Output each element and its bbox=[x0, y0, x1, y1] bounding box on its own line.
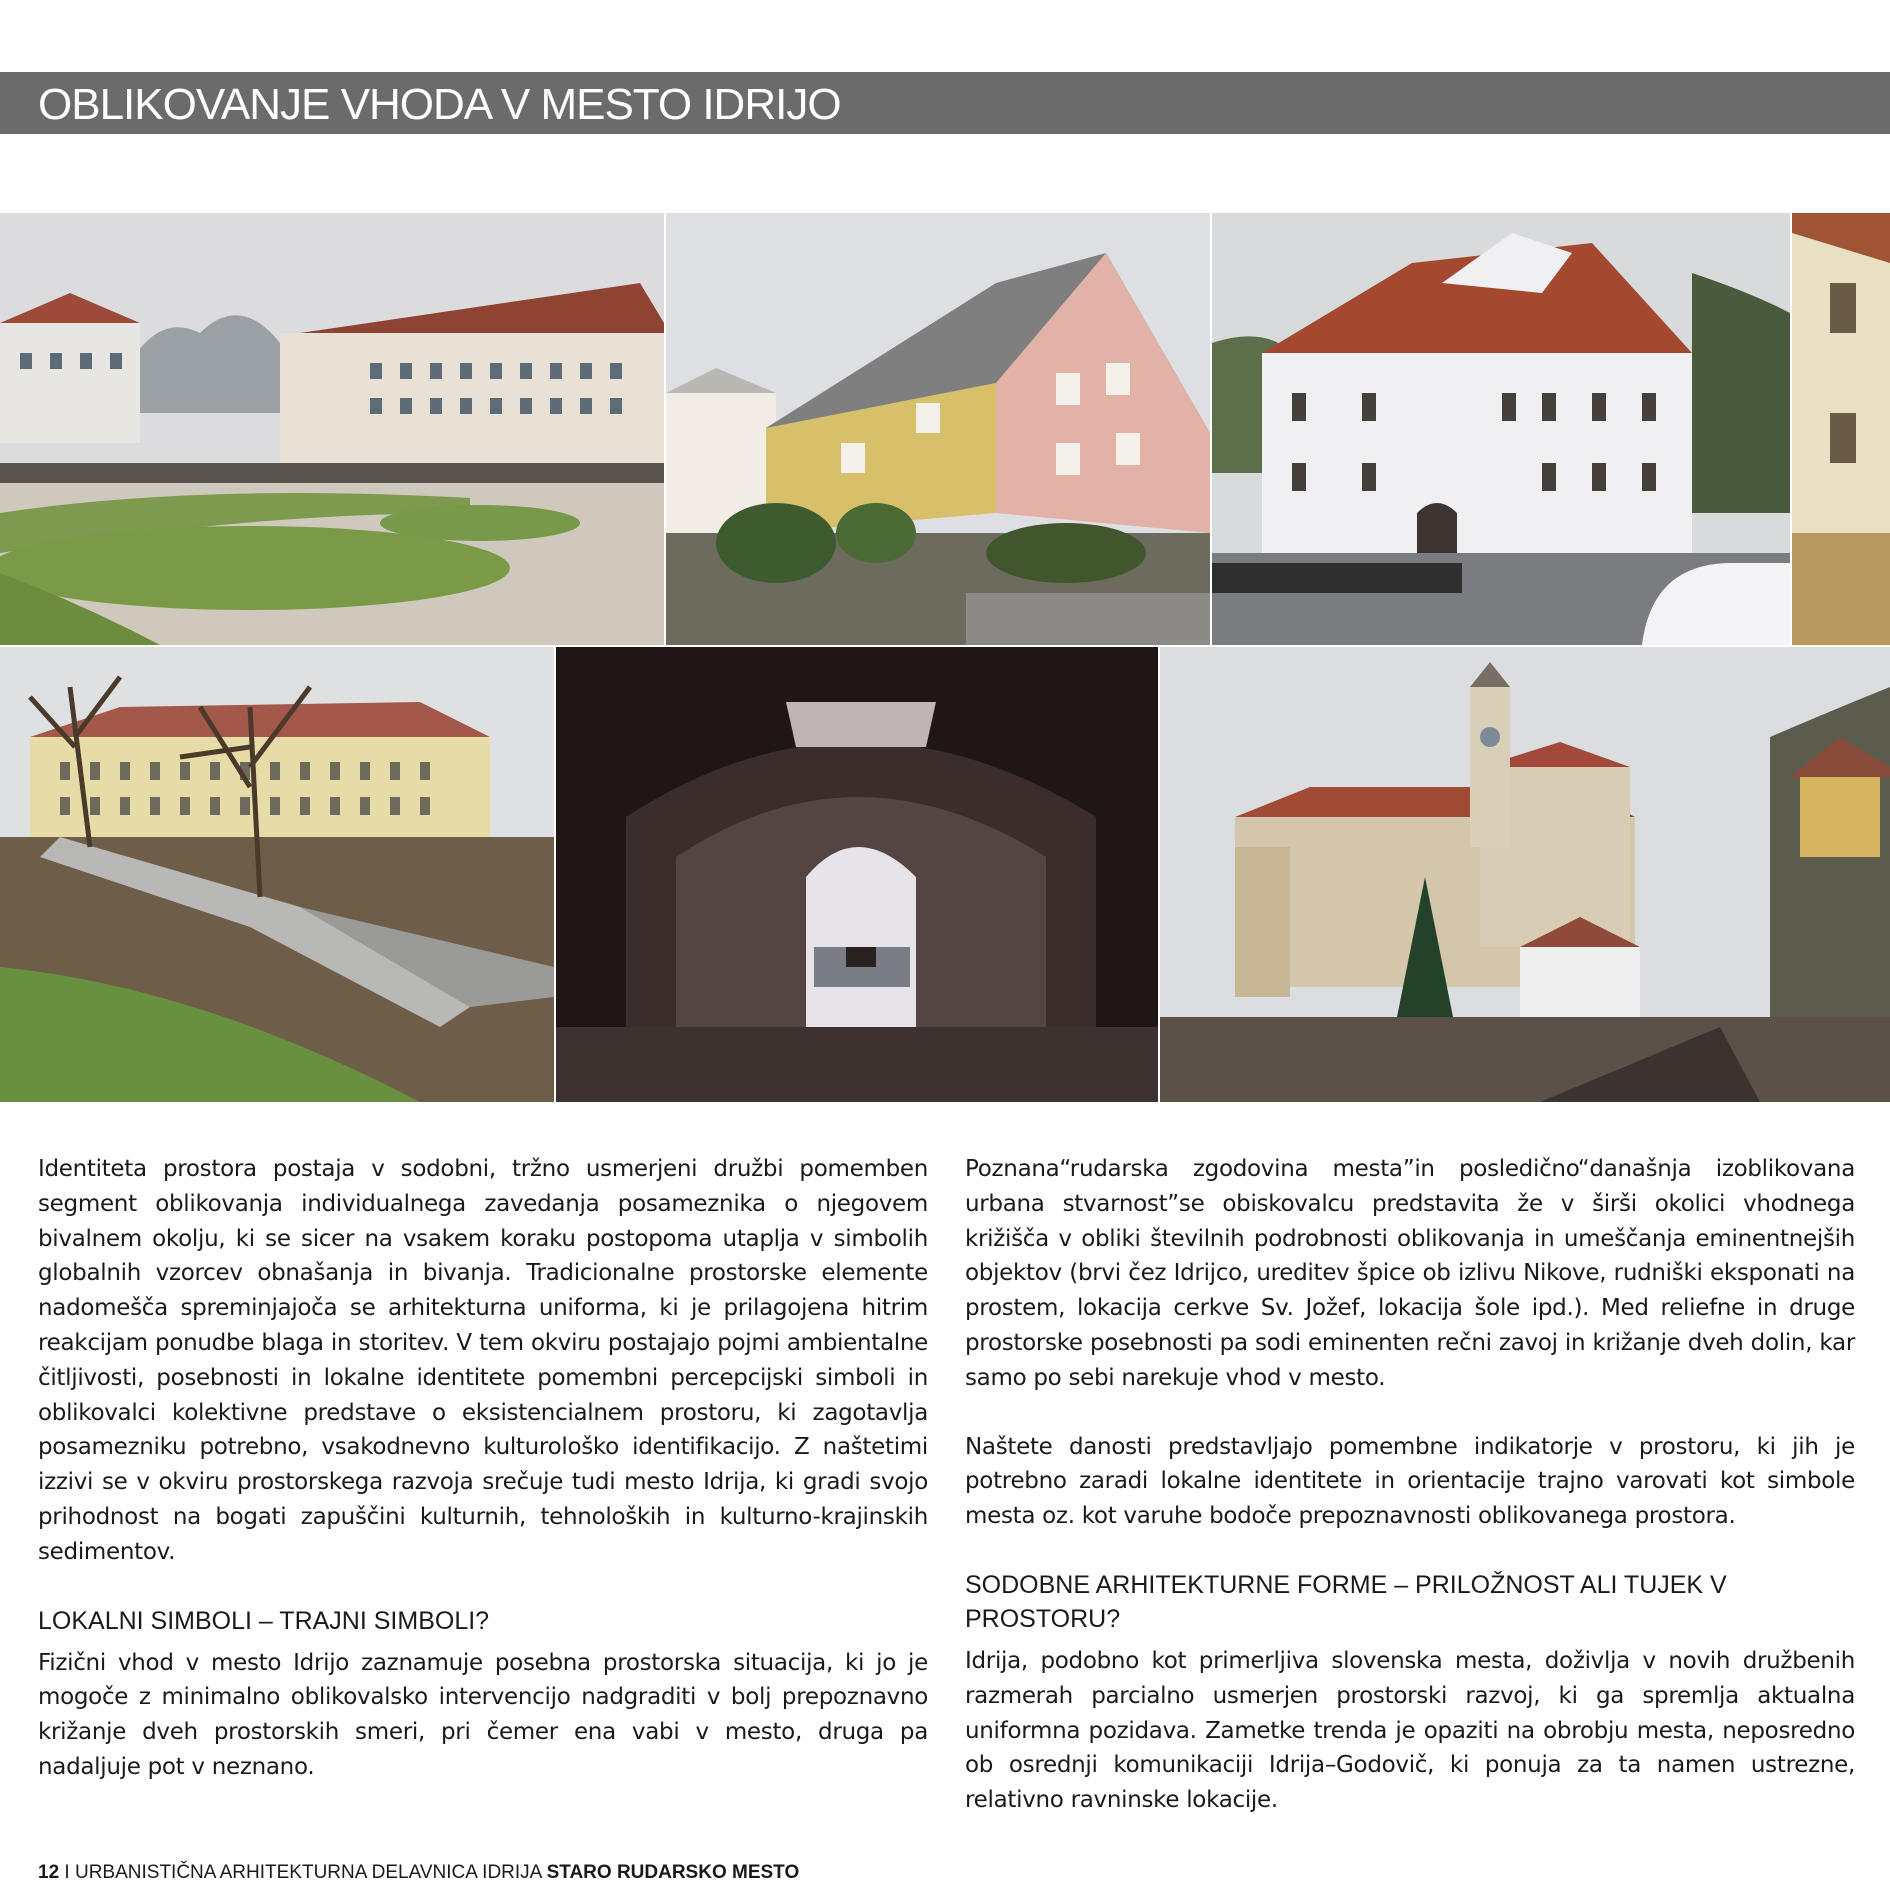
footer-separator: I bbox=[59, 1862, 75, 1883]
history-paragraph: Poznana“rudarska zgodovina mesta”in posledično“današnja izoblikovana urbana stvarnost”se obiskovalcu predstavita že v širši okolici vhodnega križišča v obliki številnih podrobnosti oblikovanja in umeščanja eminentnejših objektov (brvi čez Idrijco, ureditev špice ob izlivu Nikove, rudniški eksponati na prostem, lokacija cerkve Sv. Jožef, lokacija šole ipd.). Med reliefne in druge prostorske posebnosti pa sodi eminenten rečni zavoj in križanje dveh dolin, kar samo po sebi narekuje vhod v mesto. bbox=[965, 1156, 1855, 1391]
intro-paragraph: Identiteta prostora postaja v sodobni, tržno usmerjeni družbi pomemben segment oblikovanja individualnega zavedanja posameznika o njegovem bivalnem okolju, ki se sicer na vsakem koraku postopoma utaplja v simbolih globalnih vzorcev obnašanja in bivanja. Tradicionalne prostorske elemente nadomešča spreminjajoča se arhitekturna uniforma, ki je prilagojena hitrim reakcijam ponudbe blaga in storitev. V tem okviru postajajo pojmi ambientalne čitljivosti, posebnosti in lokalne identitete pomembni percepcijski simboli in oblikovalci kolektivne predstave o eksistencialnem prostoru, ki zagotavlja posamezniku potrebno, vsakodnevno kulturološko identifikacijo. Z naštetimi izzivi se v okviru prostorskega razvoja srečuje tudi mesto Idrija, ki gradi svojo prihodnost na bogati zapuščini kulturnih, tehnoloških in kulturno-krajinskih sedimentov. bbox=[38, 1156, 928, 1565]
footer-publication: URBANISTIČNA ARHITEKTURNA DELAVNICA IDRIJA bbox=[74, 1862, 547, 1883]
photo-yellow-house bbox=[666, 213, 1210, 645]
title-bar bbox=[0, 72, 1890, 134]
photo-edge-building bbox=[1792, 213, 1890, 645]
left-column bbox=[38, 1152, 928, 1785]
section-heading-architecture: SODOBNE ARHITEKTURNE FORME – PRILOŽNOST ALI TUJEK V PROSTORU? bbox=[965, 1570, 1727, 1633]
photo-school bbox=[0, 647, 554, 1102]
page-number: 12 bbox=[38, 1862, 60, 1883]
photo-archway bbox=[556, 647, 1158, 1102]
development-paragraph: Idrija, podobno kot primerljiva slovenska mesta, doživlja v novih družbenih razmerah parcialno usmerjen prostorski razvoj, ki ga spremlja aktualna uniformna pozidava. Zametke trenda je opaziti na obrobju mesta, neposredno ob osrednji komunikaciji Idrija–Godovič, ki ponuja za ta namen ustrezne, relativno ravninske lokacije. bbox=[965, 1647, 1855, 1814]
right-column bbox=[965, 1152, 1855, 1818]
photo-town-square bbox=[0, 213, 664, 645]
photo-white-building bbox=[1212, 213, 1790, 645]
footer-publication-subtitle: STARO RUDARSKO MESTO bbox=[546, 1862, 800, 1883]
indicators-paragraph: Naštete danosti predstavljajo pomembne indikatorje v prostoru, ki jih je potrebno zaradi lokalne identitete in orientacije trajno varovati kot simbole mesta oz. kot varuhe bodoče prepoznavnosti oblikovanega prostora. bbox=[965, 1433, 1855, 1530]
page-title: OBLIKOVANJE VHODA V MESTO IDRIJO bbox=[38, 80, 841, 129]
section-heading-local-symbols: LOKALNI SIMBOLI – TRAJNI SIMBOLI? bbox=[38, 1606, 490, 1635]
section-paragraph-entrance: Fizični vhod v mesto Idrijo zaznamuje posebna prostorska situacija, ki jo je mogoče z minimalno oblikovalsko intervencijo nadgraditi v bolj prepoznavno križanje dveh prostorskih smeri, pri čemer ena vabi v mesto, druga pa nadaljuje pot v neznano. bbox=[38, 1649, 928, 1780]
page-footer bbox=[38, 1862, 799, 1884]
photo-castle bbox=[1160, 647, 1890, 1102]
